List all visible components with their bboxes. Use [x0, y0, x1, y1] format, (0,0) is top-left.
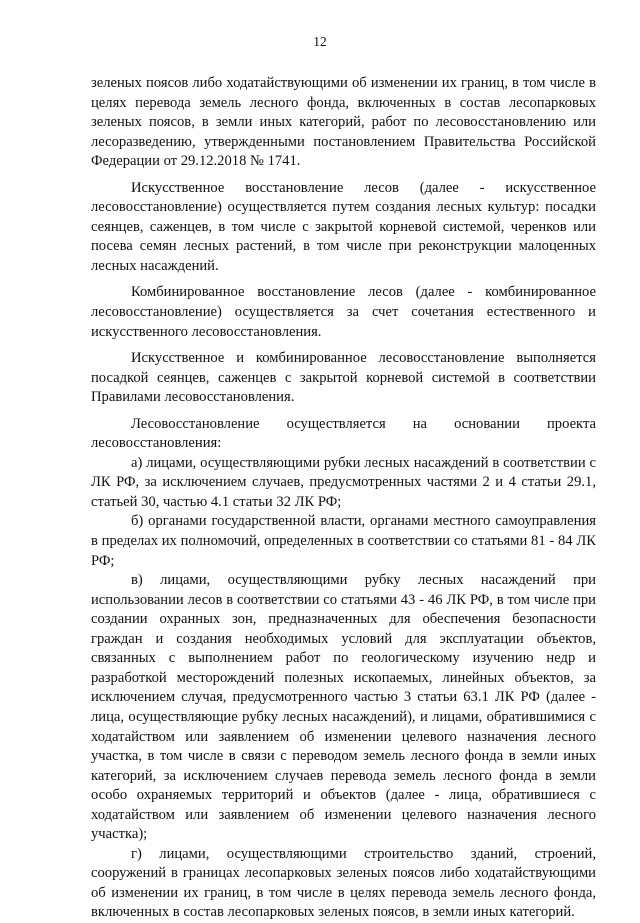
list-item-a: а) лицами, осуществляющими рубки лесных насаждений в соответствии с ЛК РФ, за исключением случаев, предусмотренных частями 2 и 4 статьи 29.1, статьей 30, частью 4.1 статьи 32 ЛК РФ; — [91, 454, 596, 510]
document-body — [91, 74, 596, 923]
page-number: 12 — [313, 34, 327, 49]
list-item-b: б) органами государственной власти, органами местного самоуправления в пределах их полномочий, определенных в соответствии со статьями 81 - 84 ЛК РФ; — [91, 513, 596, 569]
paragraph-continuation: зеленых поясов либо ходатайствующими об изменении их границ, в том числе в целях перевода земель лесного фонда, включенных в состав лесопарковых зеленых поясов, в земли иных категорий, работ по лесовосстановлению или лесоразведению, утвержденными постановлением Правительства Российской Федерации от 29.12.2018 № 1741. — [91, 75, 596, 170]
paragraph-planting: Искусственное и комбинированное лесовосстановление выполняется посадкой сеянцев, саженцев с закрытой корневой системой в соответствии Правилами лесовосстановления. — [91, 350, 596, 406]
list-item-g: г) лицами, осуществляющими строительство зданий, строений, сооружений в границах лесопарковых зеленых поясов либо ходатайствующими об изменении их границ, в том числе в целях перевода земель лесного фонда, включенных в состав лесопарковых зеленых поясов, в земли иных категорий. — [91, 845, 596, 921]
paragraph-project-basis: Лесовосстановление осуществляется на основании проекта лесовосстановления: — [91, 415, 596, 452]
paragraph-combined-restoration: Комбинированное восстановление лесов (далее - комбинированное лесовосстановление) осуществляется за счет сочетания естественного и искусственного лесовосстановления. — [91, 284, 596, 340]
paragraph-artificial-restoration: Искусственное восстановление лесов (далее - искусственное лесовосстановление) осуществляется путем создания лесных культур: посадки сеянцев, саженцев, в том числе с закрытой корневой системой, черенков или посева семян лесных растений, в том числе при реконструкции малоценных лесных насаждений. — [91, 179, 596, 274]
list-item-v: в) лицами, осуществляющими рубку лесных насаждений при использовании лесов в соответствии со статьями 43 - 46 ЛК РФ, в том числе при создании охранных зон, предназначенных для обеспечения безопасности граждан и создания необходимых условий для эксплуатации объектов, связанных с выполнением работ по геологическому изучению недр и разработкой месторождений полезных ископаемых, линейных объектов, за исключением случая, предусмотренного частью 3 статьи 63.1 ЛК РФ (далее - лица, осуществляющие рубку лесных насаждений), и лицами, обратившимися с ходатайством или заявлением об изменении целевого назначения лесного участка, в том числе в связи с переводом земель лесного фонда в земли иных категорий, за исключением случаев перевода земель лесного фонда в земли особо охраняемых территорий и объектов (далее - лица, обратившиеся с ходатайством или заявлением об изменении целевого назначения лесного участка); — [91, 572, 596, 843]
